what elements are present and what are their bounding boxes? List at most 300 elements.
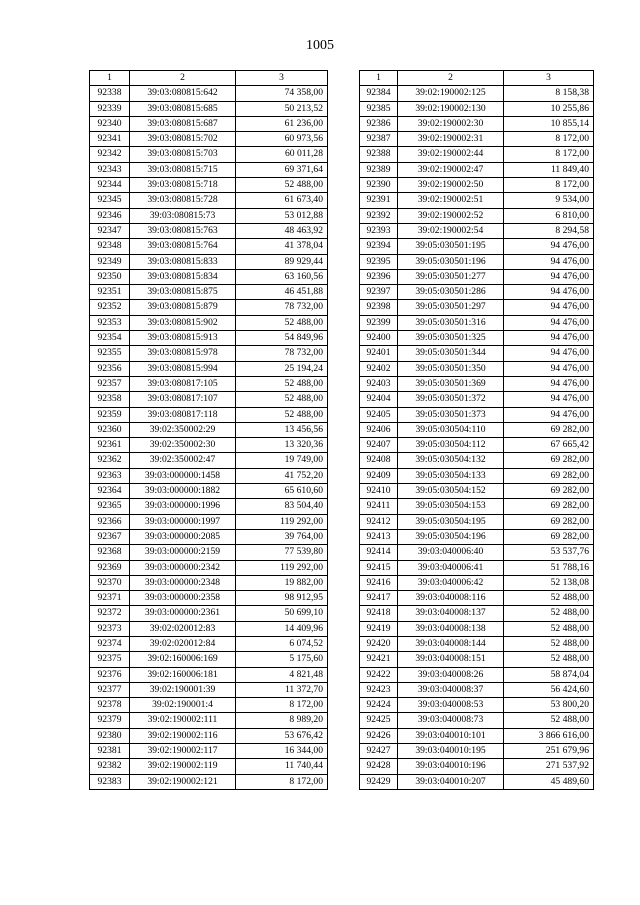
value-cell: 16 344,00 — [236, 744, 328, 759]
table-row — [360, 300, 594, 315]
row-number-cell: 92357 — [90, 376, 130, 391]
cadastral-number-cell: 39:03:000000:2085 — [130, 529, 236, 544]
table-row — [360, 361, 594, 376]
cadastral-number-cell: 39:03:080815:879 — [130, 300, 236, 315]
cadastral-number-cell: 39:02:020012:84 — [130, 636, 236, 651]
value-cell: 52 488,00 — [504, 621, 594, 636]
value-cell: 52 488,00 — [236, 315, 328, 330]
row-number-cell: 92384 — [360, 86, 398, 101]
table-row — [90, 484, 328, 499]
row-number-cell: 92352 — [90, 300, 130, 315]
table-row — [90, 223, 328, 238]
cadastral-number-cell: 39:03:080815:994 — [130, 361, 236, 376]
cadastral-number-cell: 39:02:190002:111 — [130, 713, 236, 728]
row-number-cell: 92387 — [360, 132, 398, 147]
value-cell: 69 282,00 — [504, 499, 594, 514]
cadastral-number-cell: 39:03:080815:687 — [130, 116, 236, 131]
table-row — [90, 86, 328, 101]
table-row — [90, 560, 328, 575]
row-number-cell: 92347 — [90, 223, 130, 238]
table-row — [360, 178, 594, 193]
table-row — [90, 376, 328, 391]
cadastral-number-cell: 39:03:040010:196 — [398, 759, 504, 774]
table-row — [360, 162, 594, 177]
table-row — [90, 759, 328, 774]
row-number-cell: 92407 — [360, 438, 398, 453]
cadastral-number-cell: 39:02:190002:121 — [130, 774, 236, 789]
row-number-cell: 92382 — [90, 759, 130, 774]
row-number-cell: 92404 — [360, 392, 398, 407]
cadastral-number-cell: 39:02:190002:119 — [130, 759, 236, 774]
cadastral-number-cell: 39:03:040008:53 — [398, 698, 504, 713]
cadastral-number-cell: 39:02:190002:30 — [398, 116, 504, 131]
value-cell: 8 158,38 — [504, 86, 594, 101]
row-number-cell: 92422 — [360, 667, 398, 682]
row-number-cell: 92363 — [90, 468, 130, 483]
cadastral-number-cell: 39:03:080817:105 — [130, 376, 236, 391]
table-row — [360, 759, 594, 774]
table-row — [360, 101, 594, 116]
value-cell: 41 378,04 — [236, 239, 328, 254]
value-cell: 94 476,00 — [504, 376, 594, 391]
value-cell: 69 282,00 — [504, 484, 594, 499]
column-header: 3 — [504, 71, 594, 86]
value-cell: 11 849,40 — [504, 162, 594, 177]
cadastral-number-cell: 39:02:160006:181 — [130, 667, 236, 682]
table-row — [90, 652, 328, 667]
cadastral-number-cell: 39:05:030501:195 — [398, 239, 504, 254]
cadastral-number-cell: 39:05:030504:153 — [398, 499, 504, 514]
value-cell: 52 488,00 — [236, 407, 328, 422]
value-cell: 6 074,52 — [236, 636, 328, 651]
cadastral-number-cell: 39:03:000000:2361 — [130, 606, 236, 621]
row-number-cell: 92389 — [360, 162, 398, 177]
row-number-cell: 92371 — [90, 591, 130, 606]
cadastral-number-cell: 39:03:080815:834 — [130, 269, 236, 284]
value-cell: 94 476,00 — [504, 346, 594, 361]
cadastral-number-cell: 39:05:030504:132 — [398, 453, 504, 468]
value-cell: 52 488,00 — [504, 636, 594, 651]
value-cell: 25 194,24 — [236, 361, 328, 376]
row-number-cell: 92392 — [360, 208, 398, 223]
column-header: 1 — [90, 71, 130, 86]
value-cell: 94 476,00 — [504, 269, 594, 284]
row-number-cell: 92411 — [360, 499, 398, 514]
row-number-cell: 92418 — [360, 606, 398, 621]
value-cell: 60 011,28 — [236, 147, 328, 162]
cadastral-number-cell: 39:03:080815:763 — [130, 223, 236, 238]
table-row — [90, 575, 328, 590]
cadastral-number-cell: 39:05:030501:196 — [398, 254, 504, 269]
row-number-cell: 92366 — [90, 514, 130, 529]
table-right-body — [360, 71, 594, 790]
cadastral-number-cell: 39:05:030501:350 — [398, 361, 504, 376]
cadastral-number-cell: 39:02:350002:30 — [130, 438, 236, 453]
table-row — [90, 331, 328, 346]
row-number-cell: 92426 — [360, 728, 398, 743]
value-cell: 8 294,58 — [504, 223, 594, 238]
table-row — [90, 529, 328, 544]
value-cell: 94 476,00 — [504, 254, 594, 269]
row-number-cell: 92405 — [360, 407, 398, 422]
table-row — [360, 774, 594, 789]
value-cell: 69 282,00 — [504, 514, 594, 529]
cadastral-number-cell: 39:03:040008:137 — [398, 606, 504, 621]
table-row — [360, 239, 594, 254]
cadastral-number-cell: 39:03:000000:2342 — [130, 560, 236, 575]
row-number-cell: 92421 — [360, 652, 398, 667]
value-cell: 58 874,04 — [504, 667, 594, 682]
cadastral-number-cell: 39:05:030501:297 — [398, 300, 504, 315]
value-cell: 8 989,20 — [236, 713, 328, 728]
cadastral-number-cell: 39:05:030501:369 — [398, 376, 504, 391]
value-cell: 5 175,60 — [236, 652, 328, 667]
value-cell: 4 821,48 — [236, 667, 328, 682]
cadastral-number-cell: 39:03:000000:1996 — [130, 499, 236, 514]
value-cell: 61 673,40 — [236, 193, 328, 208]
value-cell: 51 788,16 — [504, 560, 594, 575]
row-number-cell: 92413 — [360, 529, 398, 544]
value-cell: 65 610,60 — [236, 484, 328, 499]
row-number-cell: 92350 — [90, 269, 130, 284]
value-cell: 53 676,42 — [236, 728, 328, 743]
value-cell: 94 476,00 — [504, 407, 594, 422]
row-number-cell: 92368 — [90, 545, 130, 560]
value-cell: 69 282,00 — [504, 453, 594, 468]
cadastral-number-cell: 39:03:000000:1882 — [130, 484, 236, 499]
row-number-cell: 92394 — [360, 239, 398, 254]
table-row — [360, 269, 594, 284]
table-row — [90, 636, 328, 651]
table-row — [90, 438, 328, 453]
row-number-cell: 92377 — [90, 682, 130, 697]
table-row — [90, 147, 328, 162]
cadastral-number-cell: 39:03:080815:913 — [130, 331, 236, 346]
row-number-cell: 92398 — [360, 300, 398, 315]
value-cell: 8 172,00 — [504, 147, 594, 162]
value-cell: 271 537,92 — [504, 759, 594, 774]
value-cell: 13 456,56 — [236, 422, 328, 437]
value-cell: 8 172,00 — [236, 774, 328, 789]
value-cell: 10 255,86 — [504, 101, 594, 116]
value-cell: 74 358,00 — [236, 86, 328, 101]
row-number-cell: 92425 — [360, 713, 398, 728]
value-cell: 52 138,08 — [504, 575, 594, 590]
row-number-cell: 92342 — [90, 147, 130, 162]
row-number-cell: 92401 — [360, 346, 398, 361]
table-row — [360, 728, 594, 743]
value-cell: 69 371,64 — [236, 162, 328, 177]
cadastral-number-cell: 39:03:040008:138 — [398, 621, 504, 636]
value-cell: 78 732,00 — [236, 346, 328, 361]
row-number-cell: 92399 — [360, 315, 398, 330]
table-row — [360, 514, 594, 529]
value-cell: 6 810,00 — [504, 208, 594, 223]
row-number-cell: 92348 — [90, 239, 130, 254]
cadastral-number-cell: 39:03:080815:642 — [130, 86, 236, 101]
row-number-cell: 92355 — [90, 346, 130, 361]
cadastral-number-cell: 39:05:030504:195 — [398, 514, 504, 529]
row-number-cell: 92402 — [360, 361, 398, 376]
row-number-cell: 92414 — [360, 545, 398, 560]
row-number-cell: 92339 — [90, 101, 130, 116]
table-row — [90, 468, 328, 483]
cadastral-number-cell: 39:02:190002:31 — [398, 132, 504, 147]
table-row — [90, 193, 328, 208]
value-cell: 119 292,00 — [236, 514, 328, 529]
value-cell: 52 488,00 — [504, 652, 594, 667]
table-row — [360, 560, 594, 575]
table-row — [360, 621, 594, 636]
table-row — [360, 713, 594, 728]
table-row — [360, 315, 594, 330]
row-number-cell: 92365 — [90, 499, 130, 514]
row-number-cell: 92360 — [90, 422, 130, 437]
value-cell: 11 740,44 — [236, 759, 328, 774]
value-cell: 48 463,92 — [236, 223, 328, 238]
row-number-cell: 92403 — [360, 376, 398, 391]
table-row — [360, 499, 594, 514]
value-cell: 53 012,88 — [236, 208, 328, 223]
value-cell: 61 236,00 — [236, 116, 328, 131]
table-row — [360, 132, 594, 147]
value-cell: 60 973,56 — [236, 132, 328, 147]
row-number-cell: 92374 — [90, 636, 130, 651]
cadastral-number-cell: 39:03:000000:1997 — [130, 514, 236, 529]
value-cell: 8 172,00 — [504, 178, 594, 193]
table-row — [360, 223, 594, 238]
table-row — [90, 346, 328, 361]
page-number: 1005 — [306, 38, 334, 53]
cadastral-number-cell: 39:02:190002:44 — [398, 147, 504, 162]
row-number-cell: 92379 — [90, 713, 130, 728]
value-cell: 251 679,96 — [504, 744, 594, 759]
value-cell: 53 537,76 — [504, 545, 594, 560]
value-cell: 52 488,00 — [236, 178, 328, 193]
row-number-cell: 92400 — [360, 331, 398, 346]
table-row — [90, 453, 328, 468]
value-cell: 94 476,00 — [504, 315, 594, 330]
cadastral-number-cell: 39:03:080815:764 — [130, 239, 236, 254]
table-row — [360, 331, 594, 346]
row-number-cell: 92344 — [90, 178, 130, 193]
cadastral-number-cell: 39:02:190002:130 — [398, 101, 504, 116]
table-row — [360, 636, 594, 651]
table-left-body — [90, 71, 328, 790]
cadastral-number-cell: 39:02:190001:4 — [130, 698, 236, 713]
row-number-cell: 92359 — [90, 407, 130, 422]
table-header-row — [360, 71, 594, 86]
row-number-cell: 92346 — [90, 208, 130, 223]
cadastral-number-cell: 39:03:080815:978 — [130, 346, 236, 361]
table-header-row — [90, 71, 328, 86]
value-cell: 54 849,96 — [236, 331, 328, 346]
cadastral-number-cell: 39:05:030504:112 — [398, 438, 504, 453]
value-cell: 69 282,00 — [504, 529, 594, 544]
cadastral-number-cell: 39:02:190002:50 — [398, 178, 504, 193]
table-row — [90, 774, 328, 789]
cadastral-number-cell: 39:02:190002:117 — [130, 744, 236, 759]
row-number-cell: 92362 — [90, 453, 130, 468]
row-number-cell: 92372 — [90, 606, 130, 621]
value-cell: 19 749,00 — [236, 453, 328, 468]
row-number-cell: 92367 — [90, 529, 130, 544]
row-number-cell: 92390 — [360, 178, 398, 193]
cadastral-number-cell: 39:02:190001:39 — [130, 682, 236, 697]
cadastral-number-cell: 39:03:040006:42 — [398, 575, 504, 590]
table-row — [360, 529, 594, 544]
value-cell: 19 882,00 — [236, 575, 328, 590]
row-number-cell: 92424 — [360, 698, 398, 713]
table-row — [360, 254, 594, 269]
table-row — [90, 545, 328, 560]
table-row — [90, 178, 328, 193]
row-number-cell: 92370 — [90, 575, 130, 590]
table-row — [360, 484, 594, 499]
cadastral-number-cell: 39:03:040006:40 — [398, 545, 504, 560]
cadastral-number-cell: 39:03:000000:2358 — [130, 591, 236, 606]
row-number-cell: 92388 — [360, 147, 398, 162]
cadastral-number-cell: 39:03:080815:833 — [130, 254, 236, 269]
cadastral-number-cell: 39:05:030501:344 — [398, 346, 504, 361]
value-cell: 50 213,52 — [236, 101, 328, 116]
value-cell: 78 732,00 — [236, 300, 328, 315]
row-number-cell: 92351 — [90, 285, 130, 300]
cadastral-number-cell: 39:03:080815:685 — [130, 101, 236, 116]
cadastral-number-cell: 39:03:040008:116 — [398, 591, 504, 606]
value-cell: 53 800,20 — [504, 698, 594, 713]
row-number-cell: 92417 — [360, 591, 398, 606]
row-number-cell: 92385 — [360, 101, 398, 116]
row-number-cell: 92406 — [360, 422, 398, 437]
cadastral-number-cell: 39:02:190002:116 — [130, 728, 236, 743]
cadastral-number-cell: 39:03:040008:144 — [398, 636, 504, 651]
row-number-cell: 92338 — [90, 86, 130, 101]
cadastral-number-cell: 39:03:040006:41 — [398, 560, 504, 575]
value-cell: 83 504,40 — [236, 499, 328, 514]
value-cell: 69 282,00 — [504, 468, 594, 483]
table-row — [90, 499, 328, 514]
row-number-cell: 92383 — [90, 774, 130, 789]
cadastral-number-cell: 39:05:030504:110 — [398, 422, 504, 437]
row-number-cell: 92427 — [360, 744, 398, 759]
cadastral-number-cell: 39:02:350002:47 — [130, 453, 236, 468]
table-row — [90, 116, 328, 131]
value-cell: 9 534,00 — [504, 193, 594, 208]
value-cell: 41 752,20 — [236, 468, 328, 483]
table-row — [360, 285, 594, 300]
value-cell: 94 476,00 — [504, 392, 594, 407]
table-row — [90, 744, 328, 759]
value-cell: 94 476,00 — [504, 331, 594, 346]
value-cell: 52 488,00 — [504, 591, 594, 606]
table-row — [90, 606, 328, 621]
value-cell: 3 866 616,00 — [504, 728, 594, 743]
column-header: 2 — [398, 71, 504, 86]
row-number-cell: 92343 — [90, 162, 130, 177]
table-row — [360, 392, 594, 407]
table-row — [360, 147, 594, 162]
row-number-cell: 92396 — [360, 269, 398, 284]
table-row — [90, 254, 328, 269]
cadastral-number-cell: 39:03:080815:703 — [130, 147, 236, 162]
value-cell: 94 476,00 — [504, 300, 594, 315]
value-cell: 13 320,36 — [236, 438, 328, 453]
table-row — [90, 682, 328, 697]
value-cell: 10 855,14 — [504, 116, 594, 131]
cadastral-number-cell: 39:03:080815:702 — [130, 132, 236, 147]
column-header: 2 — [130, 71, 236, 86]
cadastral-number-cell: 39:03:080815:73 — [130, 208, 236, 223]
table-row — [360, 667, 594, 682]
table-row — [90, 713, 328, 728]
table-row — [90, 162, 328, 177]
cadastral-number-cell: 39:03:080817:118 — [130, 407, 236, 422]
table-row — [360, 698, 594, 713]
table-row — [90, 361, 328, 376]
table-row — [90, 285, 328, 300]
row-number-cell: 92356 — [90, 361, 130, 376]
row-number-cell: 92395 — [360, 254, 398, 269]
value-cell: 39 764,00 — [236, 529, 328, 544]
cadastral-number-cell: 39:03:040010:195 — [398, 744, 504, 759]
cadastral-number-cell: 39:02:160006:169 — [130, 652, 236, 667]
table-row — [90, 101, 328, 116]
cadastral-number-cell: 39:03:040008:26 — [398, 667, 504, 682]
cadastral-number-cell: 39:05:030504:133 — [398, 468, 504, 483]
table-row — [360, 407, 594, 422]
table-left — [89, 70, 328, 790]
table-row — [360, 545, 594, 560]
table-row — [360, 86, 594, 101]
value-cell: 52 488,00 — [236, 392, 328, 407]
table-row — [360, 376, 594, 391]
row-number-cell: 92354 — [90, 331, 130, 346]
table-row — [360, 453, 594, 468]
table-row — [360, 744, 594, 759]
row-number-cell: 92410 — [360, 484, 398, 499]
row-number-cell: 92375 — [90, 652, 130, 667]
row-number-cell: 92386 — [360, 116, 398, 131]
row-number-cell: 92391 — [360, 193, 398, 208]
value-cell: 77 539,80 — [236, 545, 328, 560]
column-header: 3 — [236, 71, 328, 86]
row-number-cell: 92364 — [90, 484, 130, 499]
table-row — [90, 621, 328, 636]
row-number-cell: 92393 — [360, 223, 398, 238]
row-number-cell: 92420 — [360, 636, 398, 651]
row-number-cell: 92349 — [90, 254, 130, 269]
table-row — [90, 208, 328, 223]
table-row — [90, 239, 328, 254]
table-row — [90, 132, 328, 147]
cadastral-number-cell: 39:02:190002:47 — [398, 162, 504, 177]
table-right — [359, 70, 594, 790]
value-cell: 94 476,00 — [504, 361, 594, 376]
value-cell: 94 476,00 — [504, 285, 594, 300]
table-row — [90, 728, 328, 743]
cadastral-number-cell: 39:05:030501:286 — [398, 285, 504, 300]
cadastral-number-cell: 39:03:040010:207 — [398, 774, 504, 789]
table-row — [360, 193, 594, 208]
cadastral-number-cell: 39:03:000000:2348 — [130, 575, 236, 590]
cadastral-number-cell: 39:02:190002:125 — [398, 86, 504, 101]
table-row — [90, 591, 328, 606]
table-row — [360, 208, 594, 223]
cadastral-number-cell: 39:03:040008:37 — [398, 682, 504, 697]
row-number-cell: 92380 — [90, 728, 130, 743]
table-row — [90, 269, 328, 284]
